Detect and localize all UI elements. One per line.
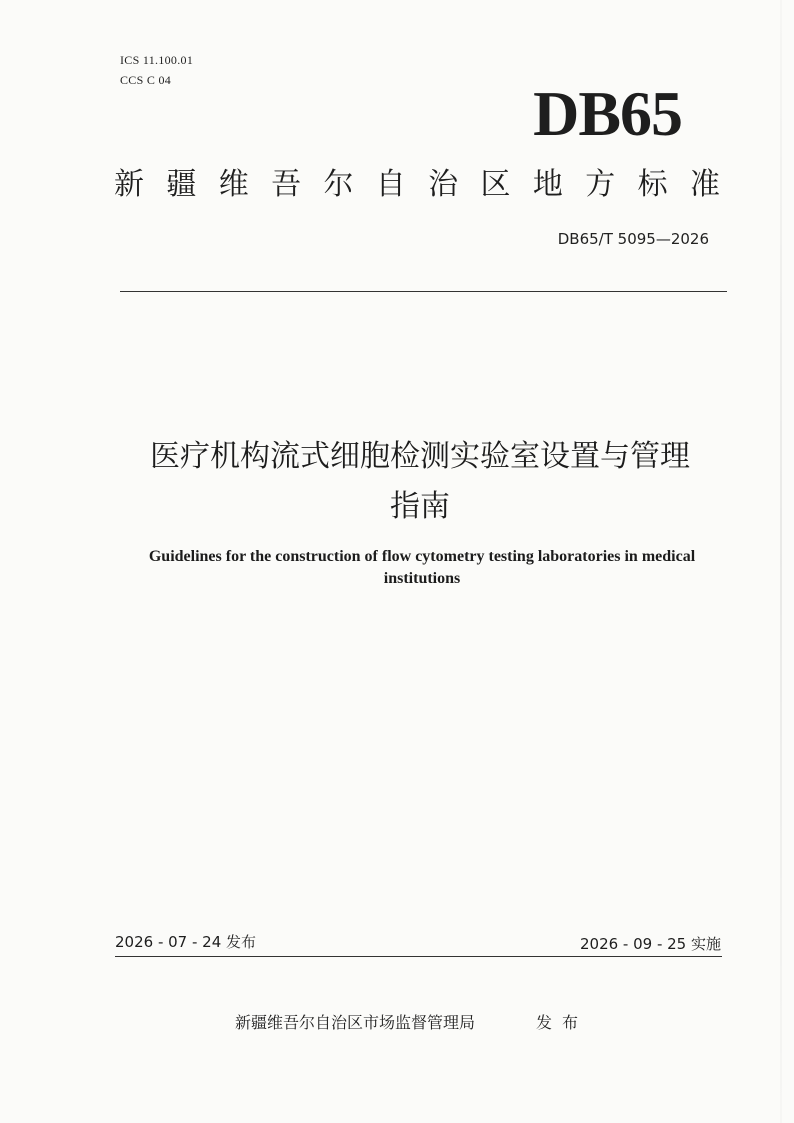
document-title-cn-line1: 医疗机构流式细胞检测实验室设置与管理	[150, 439, 690, 474]
standard-number: DB65/T 5095—2026	[557, 230, 709, 248]
ccs-code: CCS C 04	[120, 73, 172, 87]
standard-title-char: 尔	[323, 167, 354, 202]
standard-title-char: 地	[532, 167, 563, 202]
document-title-en-line2: institutions	[383, 570, 461, 587]
standard-title-char: 区	[480, 167, 511, 202]
standard-type-title	[114, 165, 720, 205]
document-title-en-line1: Guidelines for the construction of flow cytometry testing laboratories in medical	[148, 548, 696, 565]
implement-date: 2026 - 09 - 25 实施	[579, 935, 721, 953]
standard-title-char: 新	[114, 167, 144, 202]
issuing-authority: 新疆维吾尔自治区市场监督管理局	[235, 1013, 476, 1032]
standard-title-char: 标	[637, 167, 668, 202]
db65-logo: DB65	[533, 78, 682, 149]
publish-date: 2026 - 07 - 24 发布	[115, 933, 257, 951]
bottom-divider	[115, 956, 722, 957]
document-title-en	[110, 546, 734, 590]
standard-title-char: 自	[375, 167, 406, 202]
top-divider	[120, 291, 727, 292]
standard-title-char: 方	[585, 167, 616, 202]
standard-title-char: 吾	[271, 167, 302, 202]
standard-title-char: 准	[689, 167, 720, 202]
ics-code: ICS 11.100.01	[120, 53, 194, 67]
document-title-cn-line2: 指南	[390, 489, 450, 524]
document-title-cn	[100, 432, 740, 532]
scan-fold-line	[780, 0, 782, 1123]
issue-label: 发布	[536, 1013, 589, 1032]
standard-title-char: 维	[218, 167, 249, 202]
standard-title-char: 治	[428, 167, 459, 202]
standard-title-char: 疆	[166, 167, 197, 202]
